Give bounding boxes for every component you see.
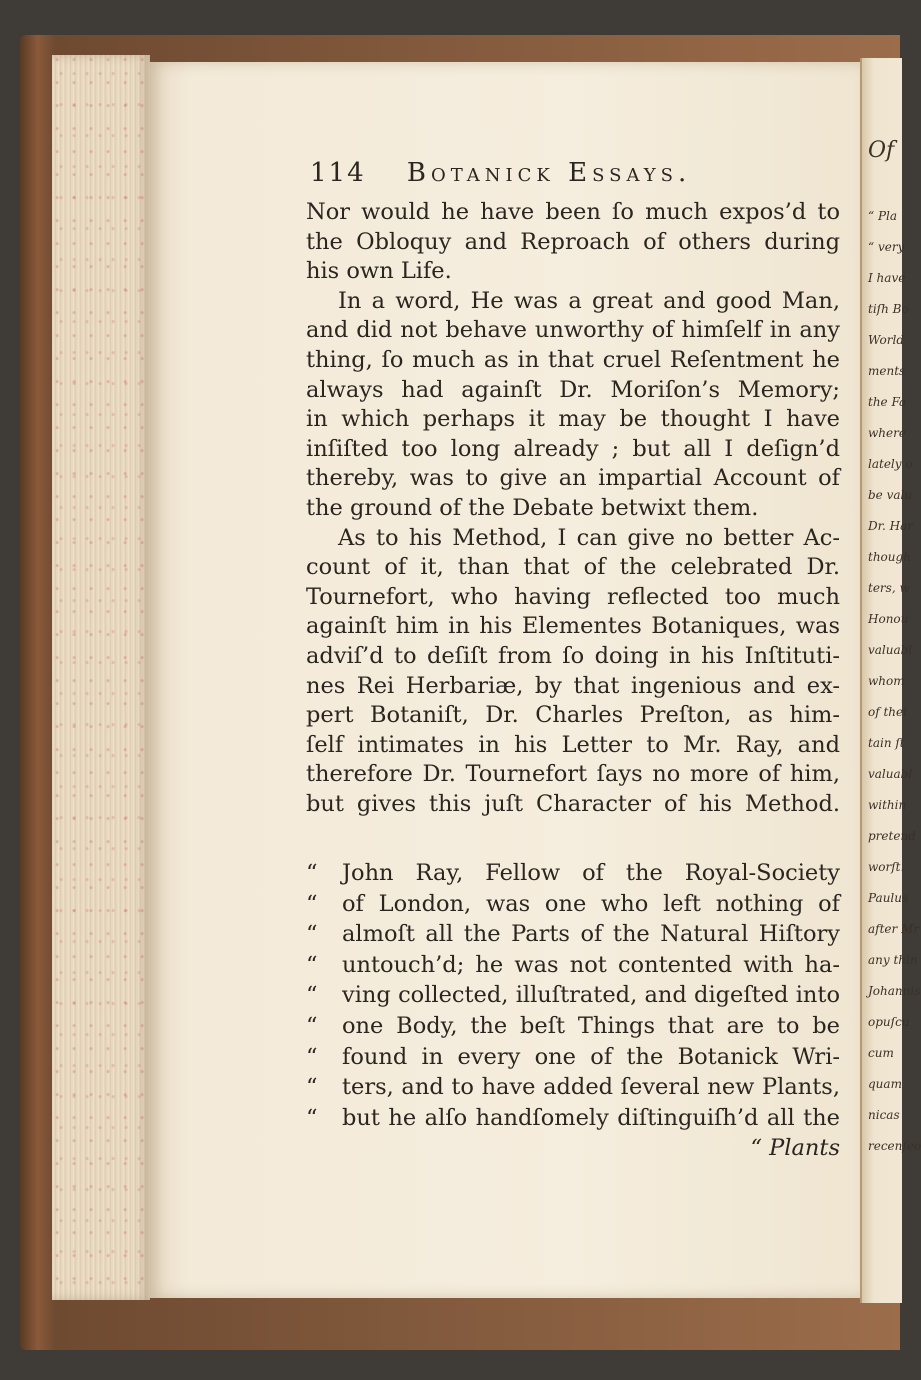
facing-page-fragment: within bbox=[868, 798, 907, 812]
quote-text: found in every one of the Botanick Wri- bbox=[342, 1043, 840, 1070]
facing-page-fragment: Dr. Har bbox=[868, 519, 914, 533]
quote-mark: “ bbox=[306, 1043, 318, 1070]
quote-line bbox=[306, 980, 840, 1011]
quote-text: untouch’d; he was not contented with ha- bbox=[342, 951, 840, 978]
quote-mark: “ bbox=[306, 982, 318, 1009]
quote-mark: “ bbox=[306, 921, 318, 948]
text-line: As to his Method, I can give no better Ac- bbox=[338, 524, 840, 551]
text-line: in which perhaps it may be thought I have bbox=[306, 406, 840, 433]
quote-line bbox=[306, 1072, 840, 1103]
text-line: Nor would he have been ſo much expos’d to bbox=[306, 199, 840, 225]
quote-line bbox=[306, 1011, 840, 1042]
facing-page-fragment: though bbox=[868, 550, 911, 564]
facing-page-fragment: tiſh Bo bbox=[868, 302, 909, 316]
text-line: pert Botaniſt, Dr. Charles Preſton, as him- bbox=[306, 702, 840, 729]
facing-page-fragment: lately o bbox=[868, 457, 913, 471]
text-line: but gives this juſt Character of his Method. bbox=[306, 790, 840, 817]
body-text bbox=[306, 198, 840, 819]
facing-page-fragment: I have bbox=[868, 271, 906, 285]
quote-mark: “ bbox=[306, 1104, 318, 1131]
facing-page-fragment: worſt. bbox=[868, 860, 905, 874]
text-line: count of it, than that of the celebrated Dr. bbox=[306, 554, 840, 581]
facing-page-fragment: ters, w bbox=[868, 581, 910, 595]
catchword-text: “ Plants bbox=[750, 1135, 840, 1162]
facing-page-fragment: the Fa bbox=[868, 395, 907, 409]
catchword bbox=[306, 1133, 840, 1164]
quote-text: of London, was one who left nothing of bbox=[342, 890, 840, 917]
page-edges bbox=[52, 55, 150, 1300]
facing-page-fragment: cum bbox=[868, 1046, 894, 1060]
quote-text: ters, and to have added ſeveral new Plants, bbox=[342, 1074, 840, 1101]
quote-mark: “ bbox=[306, 1012, 318, 1039]
text-line: therefore Dr. Tournefort ſays no more of him, bbox=[306, 761, 840, 788]
facing-page-fragment: Of bbox=[868, 138, 895, 163]
facing-page-fragment: ments bbox=[868, 364, 906, 378]
quote-line bbox=[306, 919, 840, 950]
quote-text: but he alſo handſomely diſtinguiſh’d all the bbox=[342, 1104, 840, 1131]
text-line: Tournefort, who having reflected too much bbox=[306, 583, 840, 610]
text-line: ſelf intimates in his Letter to Mr. Ray, and bbox=[306, 731, 840, 758]
facing-page-fragment: pretend bbox=[868, 829, 916, 843]
facing-page-fragment: nicas bbox=[868, 1108, 900, 1122]
facing-page-fragment: valuabl bbox=[868, 767, 913, 781]
text-line: againſt him in his Elementes Botaniques, was bbox=[306, 613, 840, 640]
text-line: inſiſted too long already ; but all I deſign’d bbox=[306, 435, 840, 462]
page-number: 114 bbox=[310, 158, 366, 188]
facing-page-fragment: “ very bbox=[868, 240, 905, 254]
quote-text: ving collected, illuſtrated, and digeſted into bbox=[342, 982, 840, 1009]
facing-page-fragment: opuſcu bbox=[868, 1015, 910, 1029]
facing-page-fragment: “ Pla bbox=[868, 209, 898, 223]
text-line: thing, ſo much as in that cruel Reſentment he bbox=[306, 346, 840, 373]
quote-line bbox=[306, 858, 840, 889]
quote-line bbox=[306, 1103, 840, 1134]
text-line: nes Rei Herbariæ, by that ingenious and ex- bbox=[306, 672, 840, 699]
quote-line bbox=[306, 1042, 840, 1073]
quote-text: one Body, the beſt Things that are to be bbox=[342, 1012, 840, 1039]
quote-mark: “ bbox=[306, 890, 318, 917]
facing-page-fragment: quam bbox=[868, 1077, 902, 1091]
quote-text: almoſt all the Parts of the Natural Hiſtory bbox=[342, 921, 840, 948]
quote-mark: “ bbox=[306, 951, 318, 978]
text-line: the Obloquy and Reproach of others during bbox=[306, 228, 840, 255]
text-line: thereby, was to give an impartial Account of bbox=[306, 465, 840, 492]
facing-page-fragment: World bbox=[868, 333, 904, 347]
running-header bbox=[310, 158, 840, 188]
running-title: Botanick Essays. bbox=[406, 158, 692, 188]
text-line: adviſ’d to deſiſt from ſo doing in his Inſtituti- bbox=[306, 642, 840, 669]
facing-page-fragment: be valu bbox=[868, 488, 913, 502]
facing-page-fragment: Honou bbox=[868, 612, 909, 626]
facing-page-fragment: of thei bbox=[868, 705, 907, 719]
quote-text: John Ray, Fellow of the Royal-Society bbox=[342, 860, 840, 886]
facing-page-fragment: whom bbox=[868, 674, 905, 688]
facing-page-fragment: Paulus bbox=[868, 891, 909, 905]
quote-line bbox=[306, 889, 840, 920]
quote-mark: “ bbox=[306, 1074, 318, 1101]
quotation-block bbox=[306, 858, 840, 1164]
facing-page-fragment: recenſeo bbox=[868, 1139, 921, 1153]
facing-page-fragment: after Mr bbox=[868, 922, 920, 936]
text-line: his own Life. bbox=[306, 258, 452, 285]
facing-page-fragment: where bbox=[868, 426, 906, 440]
text-line: In a word, He was a great and good Man, bbox=[338, 287, 840, 314]
facing-page-fragment: Johannis bbox=[868, 984, 921, 998]
text-line: always had againſt Dr. Moriſon’s Memory; bbox=[306, 376, 840, 403]
quote-mark: “ bbox=[306, 860, 318, 886]
quote-line bbox=[306, 950, 840, 981]
facing-page-fragment: tain ſt bbox=[868, 736, 905, 750]
text-line: the ground of the Debate betwixt them. bbox=[306, 494, 759, 521]
text-line: and did not behave unworthy of himſelf in any bbox=[306, 317, 840, 344]
facing-page-fragment: valuabl bbox=[868, 643, 913, 657]
facing-page-fragment: any thin bbox=[868, 953, 918, 967]
facing-page bbox=[860, 58, 921, 1303]
